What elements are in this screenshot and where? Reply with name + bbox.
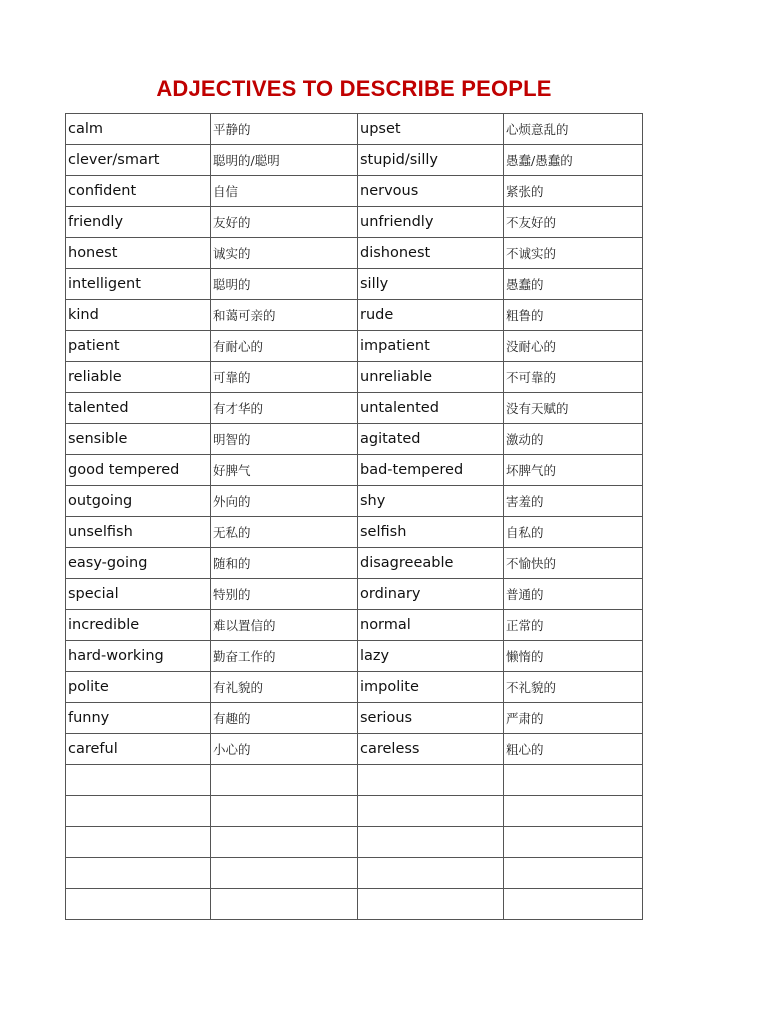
positive-adjective-chinese: 外向的 — [211, 486, 358, 517]
vocabulary-table — [65, 113, 643, 920]
positive-adjective-chinese: 好脾气 — [211, 455, 358, 486]
negative-adjective-english — [358, 796, 504, 827]
positive-adjective-chinese: 小心的 — [211, 734, 358, 765]
table-row — [66, 827, 643, 858]
positive-adjective-chinese: 特别的 — [211, 579, 358, 610]
negative-adjective-chinese — [504, 858, 643, 889]
table-row — [66, 362, 643, 393]
table-row — [66, 455, 643, 486]
positive-adjective-english — [66, 765, 211, 796]
negative-adjective-chinese: 紧张的 — [504, 176, 643, 207]
negative-adjective-chinese — [504, 827, 643, 858]
negative-adjective-chinese — [504, 765, 643, 796]
table-row — [66, 424, 643, 455]
negative-adjective-chinese: 严肃的 — [504, 703, 643, 734]
negative-adjective-english: impolite — [358, 672, 504, 703]
negative-adjective-chinese: 心烦意乱的 — [504, 114, 643, 145]
positive-adjective-english: easy-going — [66, 548, 211, 579]
negative-adjective-english: shy — [358, 486, 504, 517]
negative-adjective-chinese: 愚蠢的 — [504, 269, 643, 300]
table-row — [66, 858, 643, 889]
positive-adjective-english: unselfish — [66, 517, 211, 548]
positive-adjective-chinese — [211, 889, 358, 920]
positive-adjective-chinese: 随和的 — [211, 548, 358, 579]
negative-adjective-chinese: 普通的 — [504, 579, 643, 610]
positive-adjective-chinese: 勤奋工作的 — [211, 641, 358, 672]
table-row — [66, 486, 643, 517]
positive-adjective-english: reliable — [66, 362, 211, 393]
positive-adjective-english: good tempered — [66, 455, 211, 486]
positive-adjective-chinese: 有礼貌的 — [211, 672, 358, 703]
table-row — [66, 331, 643, 362]
positive-adjective-chinese: 聪明的 — [211, 269, 358, 300]
negative-adjective-english: untalented — [358, 393, 504, 424]
positive-adjective-english: sensible — [66, 424, 211, 455]
positive-adjective-english: careful — [66, 734, 211, 765]
table-row — [66, 238, 643, 269]
negative-adjective-english: agitated — [358, 424, 504, 455]
negative-adjective-english: nervous — [358, 176, 504, 207]
positive-adjective-english: talented — [66, 393, 211, 424]
positive-adjective-chinese: 和蔼可亲的 — [211, 300, 358, 331]
positive-adjective-english: clever/smart — [66, 145, 211, 176]
negative-adjective-chinese: 自私的 — [504, 517, 643, 548]
negative-adjective-chinese: 害羞的 — [504, 486, 643, 517]
positive-adjective-chinese — [211, 827, 358, 858]
positive-adjective-chinese: 有趣的 — [211, 703, 358, 734]
negative-adjective-chinese — [504, 796, 643, 827]
positive-adjective-chinese: 无私的 — [211, 517, 358, 548]
positive-adjective-chinese: 聪明的/聪明 — [211, 145, 358, 176]
negative-adjective-english: ordinary — [358, 579, 504, 610]
table-row — [66, 269, 643, 300]
table-row — [66, 393, 643, 424]
table-row — [66, 672, 643, 703]
negative-adjective-english: selfish — [358, 517, 504, 548]
negative-adjective-english — [358, 889, 504, 920]
negative-adjective-chinese — [504, 889, 643, 920]
negative-adjective-chinese: 粗鲁的 — [504, 300, 643, 331]
negative-adjective-english: unreliable — [358, 362, 504, 393]
positive-adjective-english — [66, 858, 211, 889]
positive-adjective-english: special — [66, 579, 211, 610]
negative-adjective-english: silly — [358, 269, 504, 300]
positive-adjective-english: outgoing — [66, 486, 211, 517]
positive-adjective-english: calm — [66, 114, 211, 145]
positive-adjective-english: confident — [66, 176, 211, 207]
positive-adjective-chinese: 平静的 — [211, 114, 358, 145]
table-row — [66, 548, 643, 579]
negative-adjective-chinese: 不礼貌的 — [504, 672, 643, 703]
positive-adjective-chinese: 难以置信的 — [211, 610, 358, 641]
table-row — [66, 145, 643, 176]
positive-adjective-chinese — [211, 858, 358, 889]
negative-adjective-english: impatient — [358, 331, 504, 362]
negative-adjective-english: normal — [358, 610, 504, 641]
negative-adjective-chinese: 坏脾气的 — [504, 455, 643, 486]
negative-adjective-chinese: 粗心的 — [504, 734, 643, 765]
positive-adjective-english — [66, 827, 211, 858]
negative-adjective-english — [358, 858, 504, 889]
positive-adjective-english: honest — [66, 238, 211, 269]
table-row — [66, 300, 643, 331]
negative-adjective-chinese: 不可靠的 — [504, 362, 643, 393]
table-row — [66, 114, 643, 145]
positive-adjective-english: incredible — [66, 610, 211, 641]
negative-adjective-chinese: 愚蠢/愚蠢的 — [504, 145, 643, 176]
negative-adjective-english: dishonest — [358, 238, 504, 269]
negative-adjective-chinese: 不诚实的 — [504, 238, 643, 269]
negative-adjective-english: stupid/silly — [358, 145, 504, 176]
negative-adjective-chinese: 懒惰的 — [504, 641, 643, 672]
negative-adjective-chinese: 正常的 — [504, 610, 643, 641]
positive-adjective-english — [66, 889, 211, 920]
negative-adjective-english: upset — [358, 114, 504, 145]
positive-adjective-english — [66, 796, 211, 827]
positive-adjective-english: patient — [66, 331, 211, 362]
table-row — [66, 796, 643, 827]
negative-adjective-chinese: 没有天赋的 — [504, 393, 643, 424]
negative-adjective-english — [358, 827, 504, 858]
page-title: ADJECTIVES TO DESCRIBE PEOPLE — [156, 76, 552, 101]
table-row — [66, 610, 643, 641]
positive-adjective-english: intelligent — [66, 269, 211, 300]
positive-adjective-english: polite — [66, 672, 211, 703]
negative-adjective-english: serious — [358, 703, 504, 734]
table-row — [66, 889, 643, 920]
table-row — [66, 734, 643, 765]
negative-adjective-english: careless — [358, 734, 504, 765]
positive-adjective-chinese: 友好的 — [211, 207, 358, 238]
positive-adjective-chinese: 可靠的 — [211, 362, 358, 393]
vocabulary-table-body — [66, 114, 643, 920]
positive-adjective-english: funny — [66, 703, 211, 734]
negative-adjective-english — [358, 765, 504, 796]
negative-adjective-chinese: 不愉快的 — [504, 548, 643, 579]
positive-adjective-chinese: 明智的 — [211, 424, 358, 455]
negative-adjective-english: disagreeable — [358, 548, 504, 579]
positive-adjective-chinese: 有耐心的 — [211, 331, 358, 362]
table-row — [66, 176, 643, 207]
table-row — [66, 641, 643, 672]
table-row — [66, 703, 643, 734]
positive-adjective-chinese — [211, 796, 358, 827]
negative-adjective-english: rude — [358, 300, 504, 331]
negative-adjective-chinese: 不友好的 — [504, 207, 643, 238]
table-row — [66, 207, 643, 238]
table-row — [66, 765, 643, 796]
positive-adjective-chinese — [211, 765, 358, 796]
positive-adjective-english: kind — [66, 300, 211, 331]
table-row — [66, 579, 643, 610]
positive-adjective-chinese: 有才华的 — [211, 393, 358, 424]
negative-adjective-english: unfriendly — [358, 207, 504, 238]
positive-adjective-chinese: 诚实的 — [211, 238, 358, 269]
positive-adjective-english: hard-working — [66, 641, 211, 672]
negative-adjective-chinese: 没耐心的 — [504, 331, 643, 362]
negative-adjective-chinese: 激动的 — [504, 424, 643, 455]
table-row — [66, 517, 643, 548]
positive-adjective-english: friendly — [66, 207, 211, 238]
negative-adjective-english: bad-tempered — [358, 455, 504, 486]
positive-adjective-chinese: 自信 — [211, 176, 358, 207]
negative-adjective-english: lazy — [358, 641, 504, 672]
